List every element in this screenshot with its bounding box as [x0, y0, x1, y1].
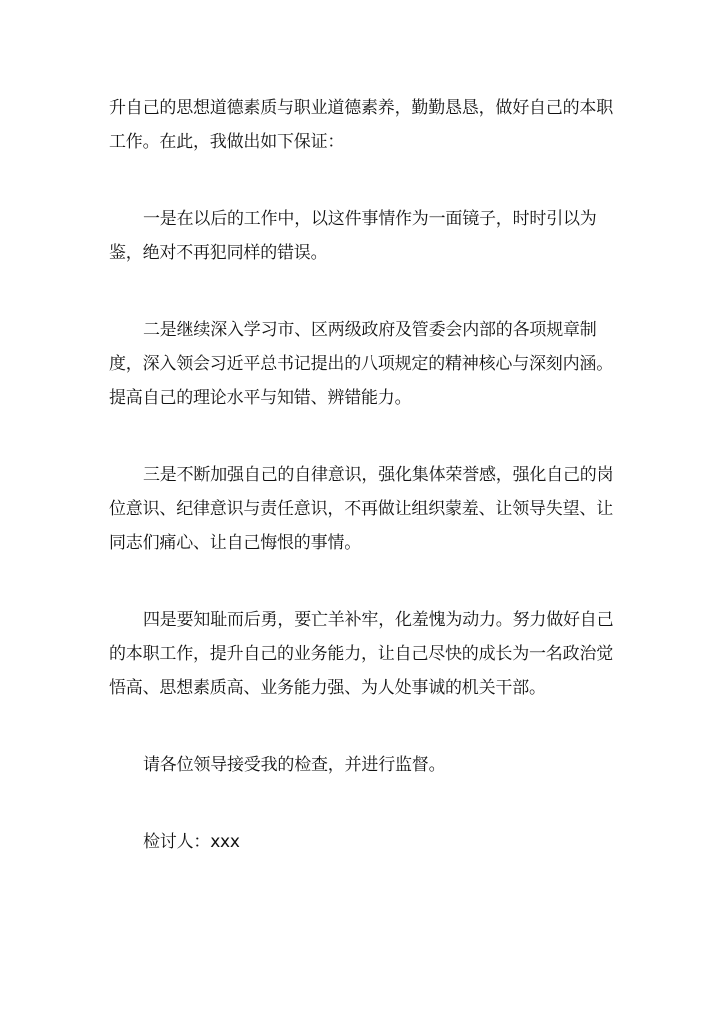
document-body — [109, 91, 619, 902]
paragraph-pledge-three: 三是不断加强自己的自律意识，强化集体荣誉感，强化自己的岗位意识、纪律意识与责任意识，不再做让组织蒙羞、让领导失望、让同志们痛心、让自己悔恨的事情。 — [109, 465, 614, 553]
paragraph-pledge-two: 二是继续深入学习市、区两级政府及管委会内部的各项规章制度，深入领会习近平总书记提出的八项规定的精神核心与深刻内涵。提高自己的理论水平与知错、辨错能力。 — [109, 320, 613, 408]
paragraph-intro: 升自己的思想道德素质与职业道德素养，勤勤恳恳，做好自己的本职工作。在此，我做出如下保证： — [109, 98, 613, 152]
paragraph-pledge-four: 四是要知耻而后勇，要亡羊补牢，化羞愧为动力。努力做好自己的本职工作，提升自己的业务能力，让自己尽快的成长为一名政治觉悟高、思想素质高、业务能力强、为人处事诚的机关干部。 — [109, 610, 614, 698]
signature-line: 检讨人：xxx — [143, 832, 240, 852]
paragraph-pledge-one: 一是在以后的工作中，以这件事情作为一面镜子，时时引以为鉴，绝对不再犯同样的错误。 — [109, 209, 597, 263]
paragraph-request: 请各位领导接受我的检查，并进行监督。 — [143, 755, 446, 775]
